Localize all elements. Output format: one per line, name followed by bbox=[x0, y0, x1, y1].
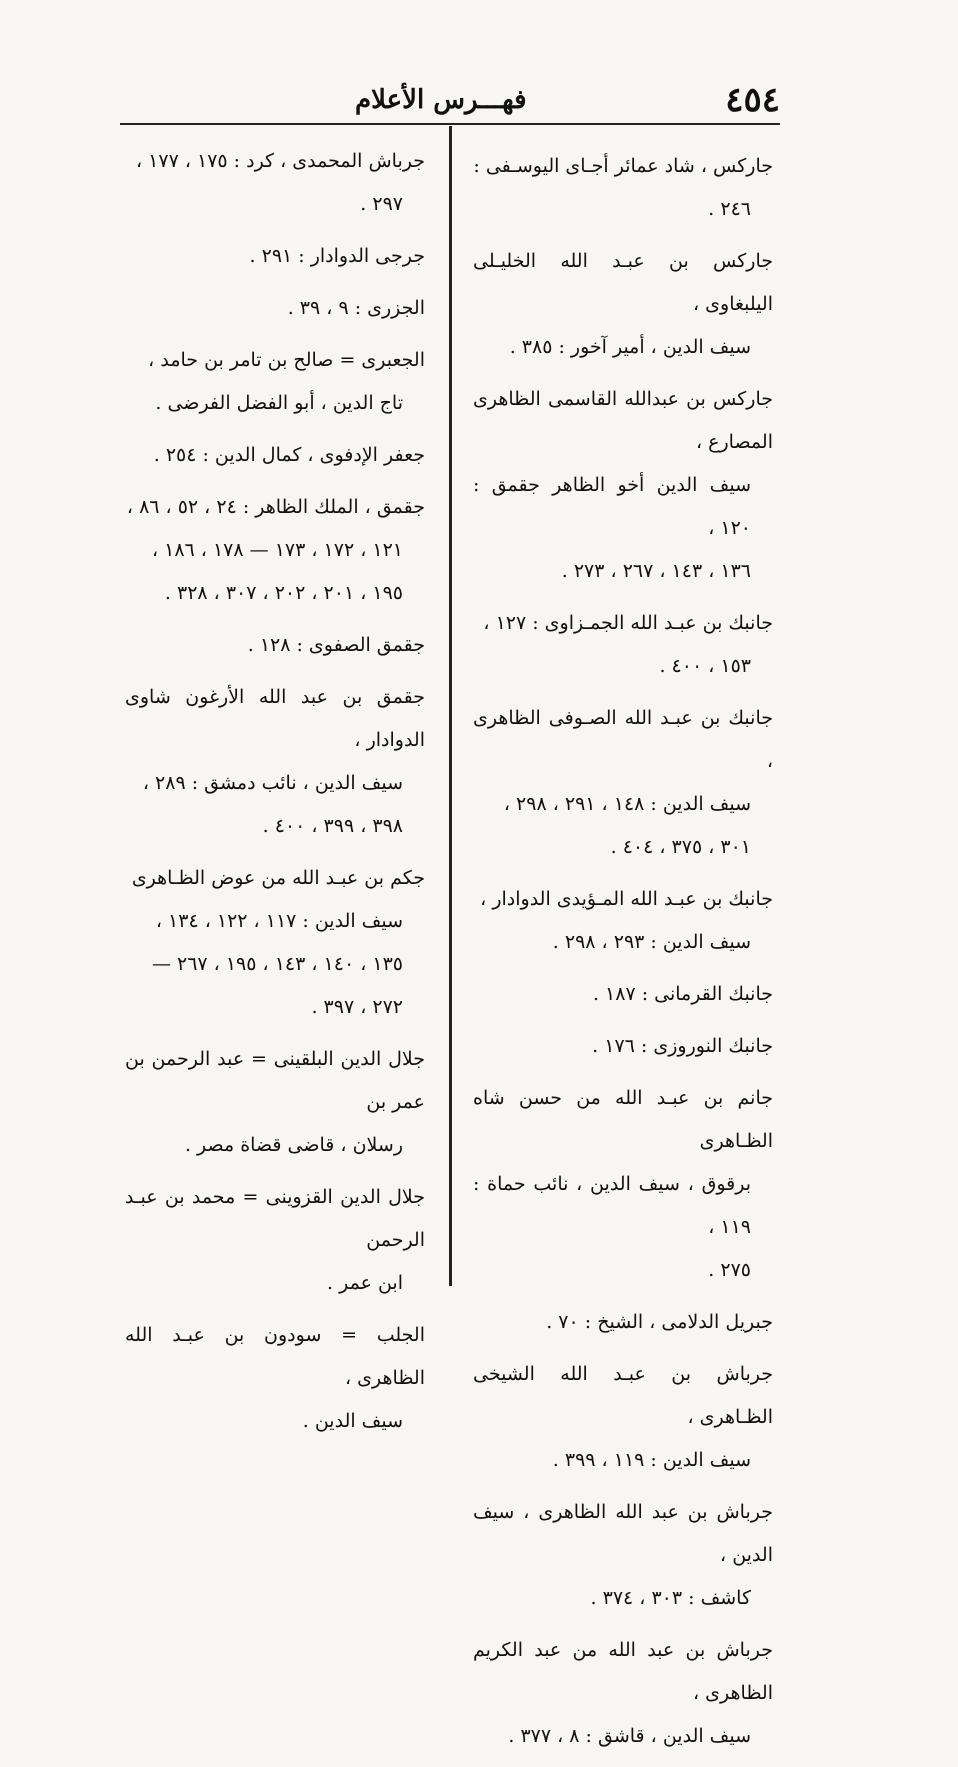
index-entry bbox=[125, 624, 425, 667]
entry-continuation-line: سيف الدين : ١١٩ ، ٣٩٩ . bbox=[552, 1449, 751, 1471]
entry-heading-line: جرباش المحمدى ، كرد : ١٧٥ ، ١٧٧ ، bbox=[135, 150, 425, 172]
index-entry bbox=[473, 240, 773, 369]
entry-continuation-line: سيف الدين ، أمير آخور : ٣٨٥ . bbox=[509, 336, 751, 358]
index-entry bbox=[125, 486, 425, 615]
entry-heading-line: جاركس بن عبدالله القاسمى الظاهرى المصارع ، bbox=[473, 388, 773, 453]
index-entry bbox=[125, 287, 425, 330]
index-entry bbox=[125, 434, 425, 477]
index-entry bbox=[125, 339, 425, 425]
entry-continuation-line: برقوق ، سيف الدين ، نائب حماة : ١١٩ ، bbox=[473, 1173, 751, 1238]
entry-continuation-line: سيف الدين أخو الظاهر جقمق : ١٢٠ ، bbox=[473, 474, 751, 539]
entry-continuation-line: ٢٧٥ . bbox=[708, 1259, 751, 1281]
column-divider bbox=[449, 126, 452, 1286]
entry-heading-line: جاركس بن عبـد الله الخليـلى اليلبغاوى ، bbox=[473, 250, 773, 315]
index-entry bbox=[473, 378, 773, 593]
entry-heading-line: الجلب = سودون بن عبـد الله الظاهرى ، bbox=[125, 1324, 425, 1389]
index-entry bbox=[125, 1314, 425, 1443]
entry-continuation-line: سيف الدين : ٢٩٣ ، ٢٩٨ . bbox=[552, 931, 751, 953]
entry-heading-line: الجعبرى = صالح بن تامر بن حامد ، bbox=[148, 349, 425, 371]
index-entry bbox=[125, 140, 425, 226]
entry-continuation-line: سيف الدين ، نائب دمشق : ٢٨٩ ، bbox=[142, 772, 403, 794]
index-entry bbox=[473, 878, 773, 964]
index-entry bbox=[125, 1038, 425, 1167]
index-column-right bbox=[473, 145, 773, 1767]
entry-continuation-line: ٢٤٦ . bbox=[708, 198, 751, 220]
entry-continuation-line: تاج الدين ، أبو الفضل الفرضى . bbox=[155, 392, 403, 414]
entry-continuation-line: كاشف : ٣٠٣ ، ٣٧٤ . bbox=[590, 1587, 751, 1609]
page-title: فهـــرس الأعلام bbox=[355, 85, 527, 115]
entry-continuation-line: ٣٩٨ ، ٣٩٩ ، ٤٠٠ . bbox=[262, 815, 403, 837]
index-entry bbox=[473, 1077, 773, 1292]
entry-continuation-line: سيف الدين . bbox=[302, 1410, 403, 1432]
index-entry bbox=[125, 857, 425, 1029]
entry-heading-line: جاركس ، شاد عمائر أجـاى اليوسـفى : bbox=[473, 155, 773, 177]
entry-continuation-line: ١٢١ ، ١٧٢ ، ١٧٣ — ١٧٨ ، ١٨٦ ، bbox=[151, 539, 403, 561]
entry-heading-line: جلال الدين البلقينى = عبد الرحمن بن عمر بن bbox=[125, 1048, 425, 1113]
index-column-left bbox=[125, 140, 425, 1452]
entry-heading-line: جانبك النوروزى : ١٧٦ . bbox=[592, 1035, 773, 1057]
entry-continuation-line: ١٥٣ ، ٤٠٠ . bbox=[659, 655, 751, 677]
entry-heading-line: جرجى الدوادار : ٢٩١ . bbox=[249, 245, 425, 267]
entry-heading-line: جانبك بن عبـد الله المـؤيدى الدوادار ، bbox=[480, 888, 773, 910]
index-entry bbox=[473, 973, 773, 1016]
header-rule bbox=[120, 123, 780, 125]
index-entry bbox=[473, 697, 773, 869]
entry-continuation-line: سيف الدين : ١٤٨ ، ٢٩١ ، ٢٩٨ ، bbox=[503, 793, 751, 815]
entry-heading-line: جرباش بن عبد الله الظاهرى ، سيف الدين ، bbox=[473, 1501, 773, 1566]
entry-continuation-line: ١٣٦ ، ١٤٣ ، ٢٦٧ ، ٢٧٣ . bbox=[561, 560, 751, 582]
entry-heading-line: جقمق ، الملك الظاهر : ٢٤ ، ٥٢ ، ٨٦ ، bbox=[126, 496, 425, 518]
index-entry bbox=[473, 1629, 773, 1758]
entry-continuation-line: ١٩٥ ، ٢٠١ ، ٢٠٢ ، ٣٠٧ ، ٣٢٨ . bbox=[164, 582, 403, 604]
entry-continuation-line: ١٣٥ ، ١٤٠ ، ١٤٣ ، ١٩٥ ، ٢٦٧ — bbox=[151, 953, 403, 975]
entry-heading-line: جبريل الدلامى ، الشيخ : ٧٠ . bbox=[546, 1311, 773, 1333]
entry-continuation-line: ابن عمر . bbox=[327, 1272, 403, 1294]
index-entry bbox=[125, 235, 425, 278]
index-entry bbox=[473, 1353, 773, 1482]
entry-heading-line: جلال الدين القزوينى = محمد بن عبـد الرحمن bbox=[125, 1186, 425, 1251]
index-entry bbox=[473, 602, 773, 688]
entry-heading-line: جرباش بن عبـد الله الشيخى الظـاهرى ، bbox=[473, 1363, 773, 1428]
entry-heading-line: جانبك بن عبـد الله الجمـزاوى : ١٢٧ ، bbox=[483, 612, 773, 634]
index-entry bbox=[473, 1301, 773, 1344]
entry-heading-line: جانم بن عبـد الله من حسن شاه الظـاهرى bbox=[473, 1087, 773, 1152]
page-header bbox=[120, 80, 780, 120]
entry-continuation-line: ٣٠١ ، ٣٧٥ ، ٤٠٤ . bbox=[610, 836, 751, 858]
index-entry bbox=[473, 145, 773, 231]
index-entry bbox=[125, 1176, 425, 1305]
entry-continuation-line: سيف الدين ، قاشق : ٨ ، ٣٧٧ . bbox=[508, 1725, 751, 1747]
entry-heading-line: جقمق بن عبد الله الأرغون شاوى الدوادار ، bbox=[125, 686, 425, 751]
entry-continuation-line: ٢٩٧ . bbox=[360, 193, 403, 215]
entry-heading-line: جرباش بن عبد الله من عبد الكريم الظاهرى ، bbox=[473, 1639, 773, 1704]
entry-heading-line: جانبك بن عبـد الله الصـوفى الظاهرى ، bbox=[473, 707, 773, 772]
entry-continuation-line: رسلان ، قاضى قضاة مصر . bbox=[184, 1134, 403, 1156]
index-entry bbox=[473, 1025, 773, 1068]
entry-heading-line: جكم بن عبـد الله من عوض الظـاهرى bbox=[131, 867, 425, 889]
entry-continuation-line: سيف الدين : ١١٧ ، ١٢٢ ، ١٣٤ ، bbox=[155, 910, 403, 932]
entry-heading-line: جعفر الإدفوى ، كمال الدين : ٢٥٤ . bbox=[153, 444, 425, 466]
entry-continuation-line: ٢٧٢ ، ٣٩٧ . bbox=[311, 996, 403, 1018]
entry-heading-line: جقمق الصفوى : ١٢٨ . bbox=[247, 634, 425, 656]
entry-heading-line: الجزرى : ٩ ، ٣٩ . bbox=[287, 297, 425, 319]
index-entry bbox=[125, 676, 425, 848]
entry-heading-line: جانبك القرمانى : ١٨٧ . bbox=[592, 983, 773, 1005]
page-number: ٤٥٤ bbox=[725, 80, 780, 120]
index-entry bbox=[473, 1491, 773, 1620]
